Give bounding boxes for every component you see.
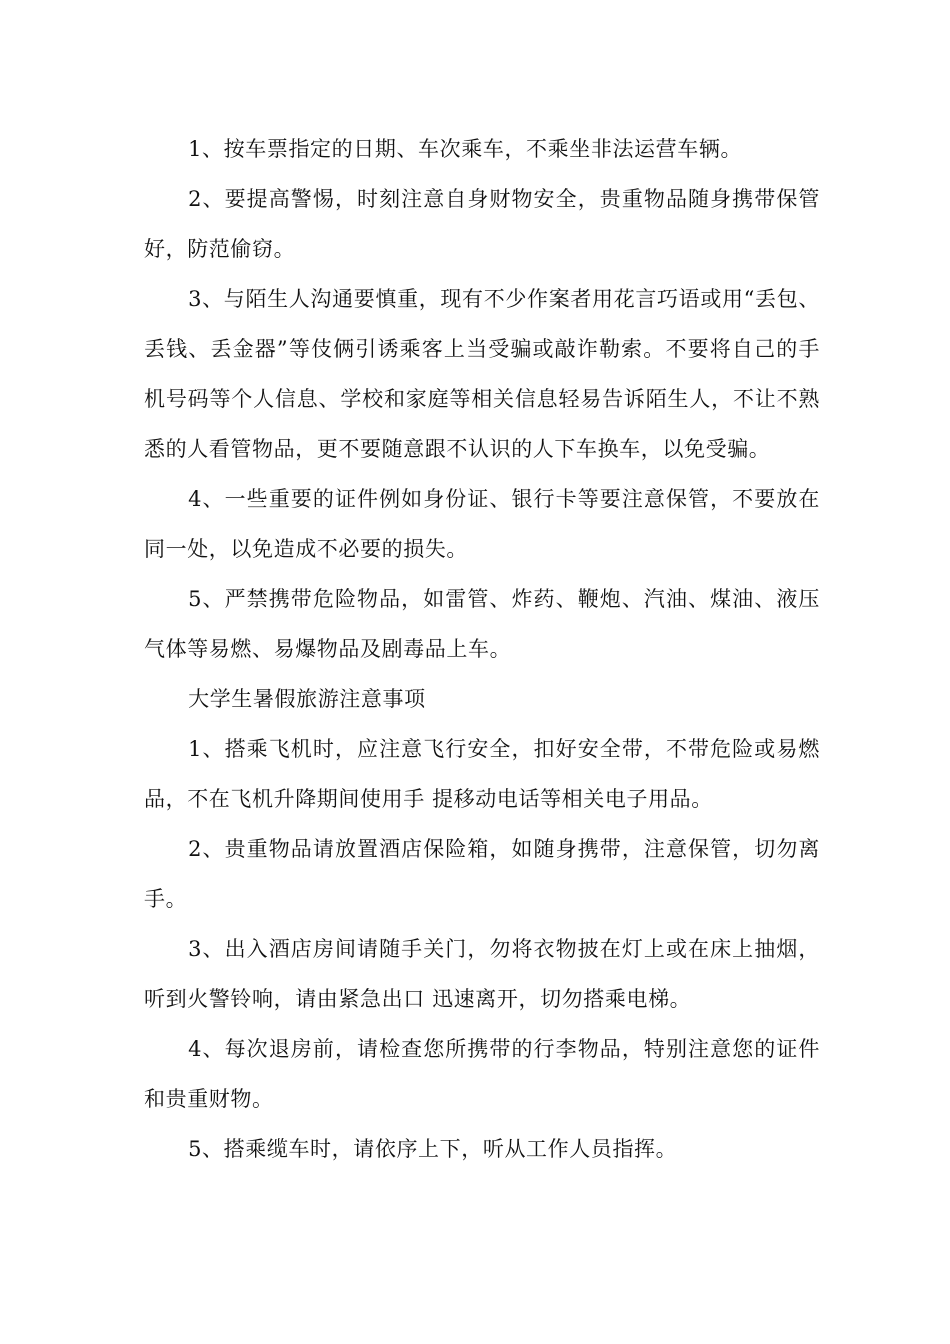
paragraph-strangers: 3、与陌生人沟通要慎重，现有不少作案者用花言巧语或用“丢包、丢钱、丢金器”等伎俩引诱乘客上当受骗或敲诈勒索。不要将自己的手机号码等个人信息、学校和家庭等相关信息轻易告诉陌生人，不让不熟悉的人看管物品，更不要随意跟不认识的人下车换车，以免受骗。 <box>144 287 820 461</box>
paragraph-documents: 4、一些重要的证件例如身份证、银行卡等要注意保管，不要放在同一处，以免造成不必要的损失。 <box>144 487 820 561</box>
section-heading: 大学生暑假旅游注意事项 <box>188 687 426 711</box>
paragraph-checkout: 4、每次退房前，请检查您所携带的行李物品，特别注意您的证件和贵重财物。 <box>144 1037 820 1111</box>
paragraph-hotel-safe: 2、贵重物品请放置酒店保险箱，如随身携带，注意保管，切勿离手。 <box>144 837 820 911</box>
paragraph-hotel-room: 3、出入酒店房间请随手关门，勿将衣物披在灯上或在床上抽烟，听到火警铃响，请由紧急出口 迅速离开，切勿搭乘电梯。 <box>144 937 820 1011</box>
paragraph-cable-car: 5、搭乘缆车时，请依序上下，听从工作人员指挥。 <box>188 1137 678 1161</box>
paragraph-dangerous-goods: 5、严禁携带危险物品，如雷管、炸药、鞭炮、汽油、煤油、液压气体等易燃、易爆物品及剧毒品上车。 <box>144 587 820 661</box>
paragraph-vigilance: 2、要提高警惕，时刻注意自身财物安全，贵重物品随身携带保管好，防范偷窃。 <box>144 187 820 261</box>
paragraph-flight: 1、搭乘飞机时，应注意飞行安全，扣好安全带，不带危险或易燃品，不在飞机升降期间使用手 提移动电话等相关电子用品。 <box>144 737 820 811</box>
paragraph-train-ticket: 1、按车票指定的日期、车次乘车，不乘坐非法运营车辆。 <box>188 137 743 161</box>
document-body <box>144 124 820 1174</box>
